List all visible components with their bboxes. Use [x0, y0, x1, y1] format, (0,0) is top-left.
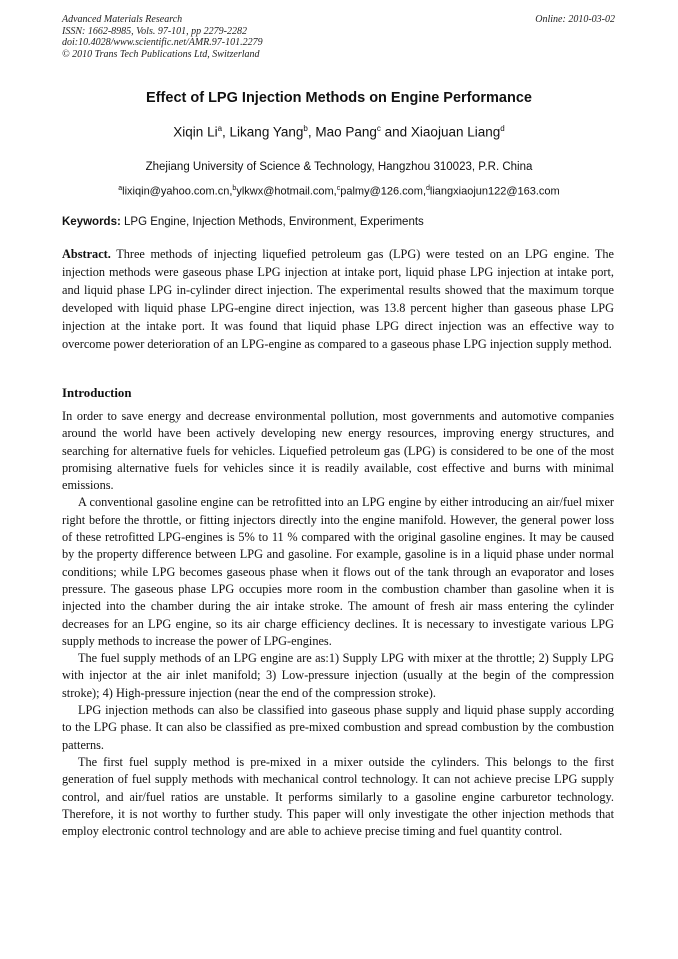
email-sup: b [232, 185, 237, 192]
abstract-label: Abstract. [62, 247, 111, 261]
author-list [0, 124, 678, 140]
abstract [62, 245, 614, 354]
issn-line: ISSN: 1662-8985, Vols. 97-101, pp 2279-2282 [62, 25, 247, 37]
email-address: lixiqin@yahoo.com.cn [122, 185, 230, 198]
author-name: Xiaojuan Liang [410, 124, 501, 140]
author-name: Likang Yang [229, 124, 304, 140]
author-sup: a [217, 124, 223, 133]
body-paragraph: The fuel supply methods of an LPG engine are as:1) Supply LPG with mixer at the throttle; 2) Supply LPG with injector at the air inlet manifold; 3) Low-pressure injection (usually at the begin of the compression stroke); 4) High-pressure injection (near the end of the compression stroke). [62, 651, 614, 700]
email-separator: , [333, 185, 337, 198]
body-paragraph: LPG injection methods can also be classified into gaseous phase supply and liquid phase supply according to the LPG phase. It can also be classified as pre-mixed combustion and spread combustion by the combustion patterns. [62, 703, 614, 752]
keywords-line [62, 216, 617, 228]
author-separator: and [380, 124, 411, 140]
online-date: Online: 2010-03-02 [535, 14, 615, 25]
email-list [0, 185, 678, 198]
email-separator: , [422, 185, 426, 198]
email-separator: , [229, 185, 233, 198]
author-sup: c [376, 124, 381, 133]
keywords-text: LPG Engine, Injection Methods, Environment, Experiments [124, 216, 424, 228]
section-heading-introduction: Introduction [62, 386, 132, 400]
email-sup: c [336, 185, 341, 192]
doi-line: doi:10.4028/www.scientific.net/AMR.97-101.2279 [62, 37, 263, 48]
author-sup: b [303, 124, 308, 133]
email-address: ylkwx@hotmail.com [236, 185, 334, 198]
body-paragraph: In order to save energy and decrease environmental pollution, most governments and automotive companies around the world have been actively developing new energy resources, improving energy structures, and searching for alternative fuels for vehicles. Liquefied petroleum gas (LPG) is considered to be one of the most promising alternative fuels for vehicles since it is readily available, cost effective and burns with minimal emissions. [62, 409, 614, 493]
body-paragraph: The first fuel supply method is pre-mixed in a mixer outside the cylinders. This belongs to the first generation of fuel supply methods with mechanical control technology. It can not achieve precise LPG supply control, and air/fuel ratios are unstable. It performs similarly to a gasoline engine carburetor technology. Therefore, it is not worthy to further study. This paper will only investigate the other injection methods that employ electronic control technology and are able to achieve precise timing and fuel quantity control. [62, 754, 614, 839]
abstract-text: Three methods of injecting liquefied petroleum gas (LPG) were tested on an LPG engine. The injection methods were gaseous phase LPG injection at intake port, liquid phase LPG injection at intake port, and liquid phase LPG in-cylinder direct injection. The experimental results showed that the maximum torque developed with liquid phase LPG-engine direct injection, was 13.8 percent higher than gaseous phase LPG injection at the intake port. It was found that liquid phase LPG direct injection was an effective way to overcome power deterioration of an LPG-engine as compared to a gaseous phase LPG injection supply method. [62, 247, 614, 352]
author-separator: , [307, 124, 316, 140]
author-name: Mao Pang [315, 124, 377, 140]
copyright-line: © 2010 Trans Tech Publications Ltd, Switzerland [62, 48, 260, 60]
affiliation: Zhejiang University of Science & Technology, Hangzhou 310023, P.R. China [145, 161, 533, 173]
journal-name: Advanced Materials Research [62, 14, 183, 25]
email-address: palmy@126.com [340, 185, 423, 198]
journal-header [62, 14, 263, 60]
author-separator: , [222, 124, 230, 140]
body-paragraph: A conventional gasoline engine can be retrofitted into an LPG engine by either introducing an air/fuel mixer right before the throttle, or fitting injectors directly into the engine manifold. However, the general power loss of these retrofitted LPG-engines is 5% to 11 % compared with the original gasoline engines. It may be caused by the property difference between LPG and gasoline. For example, gasoline is in a liquid phase under normal conditions; while LPG becomes gaseous phase when it flows out of the tank through an evaporator and loses pressure. The gaseous phase LPG occupies more room in the combustion chamber than gasoline when it is injected into the chamber during the air intake stroke. The amount of fresh air mass entering the cylinder decreases for an LPG engine, so its air charge efficiency declines. It is necessary to investigate various LPG supply methods to increase the power of LPG-engines. [62, 495, 614, 648]
email-sup: d [426, 185, 430, 192]
introduction-body [62, 408, 614, 840]
email-address: liangxiaojun122@163.com [429, 185, 560, 198]
email-sup: a [118, 185, 123, 192]
paper-title: Effect of LPG Injection Methods on Engine Performance [146, 90, 532, 106]
keywords-label: Keywords: [62, 216, 121, 228]
author-sup: d [500, 124, 505, 133]
author-name: Xiqin Li [173, 124, 218, 140]
